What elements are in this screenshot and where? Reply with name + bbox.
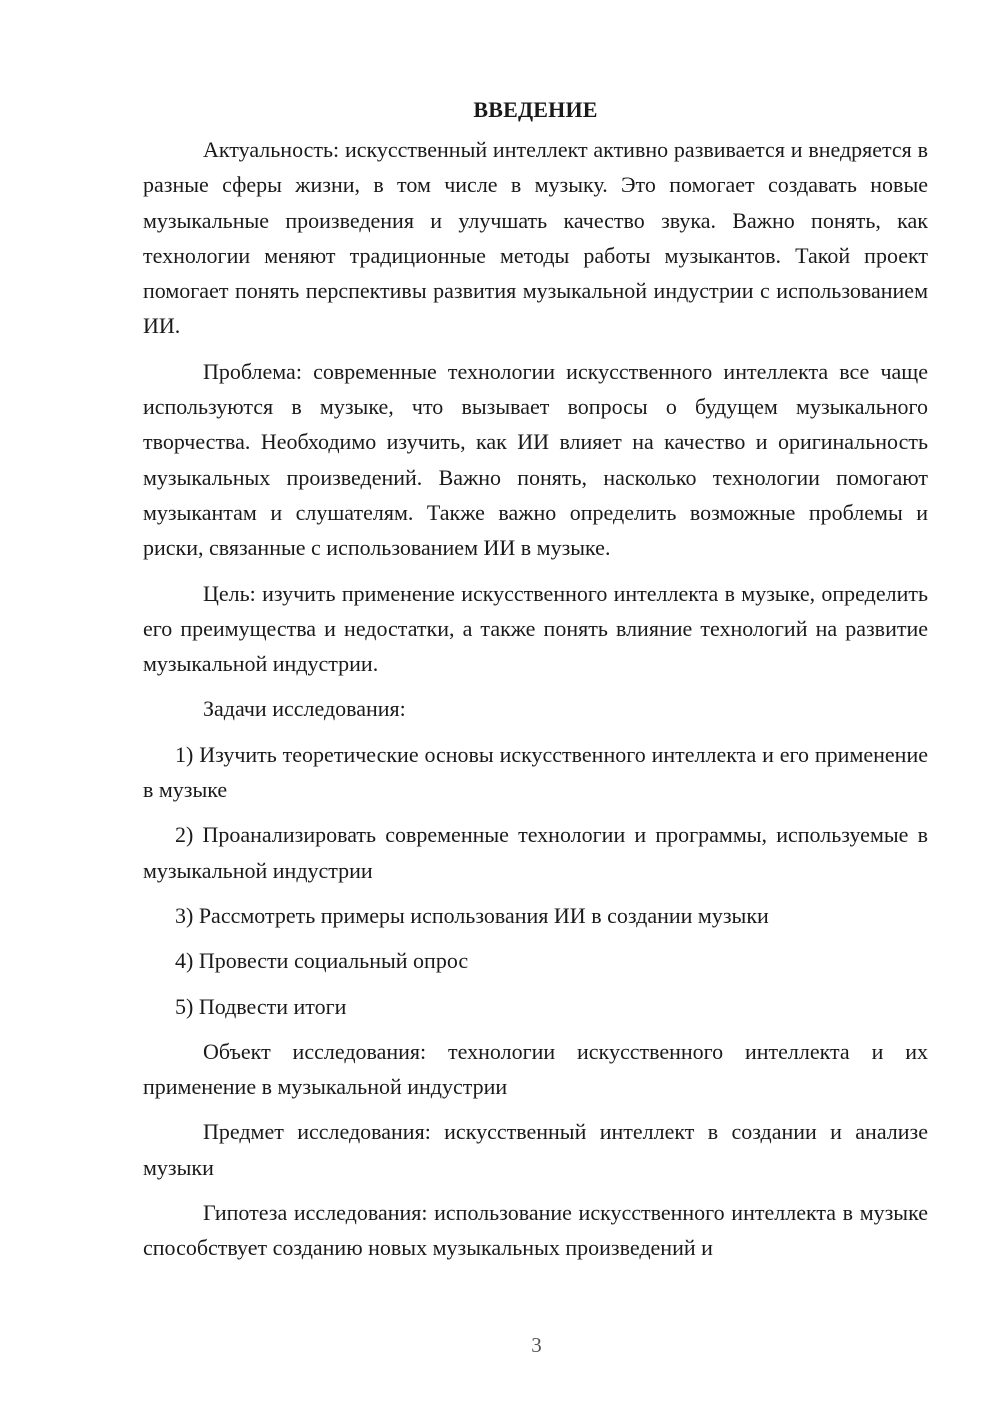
hypothesis-paragraph: Гипотеза исследования: использование искусственного интеллекта в музыке способствует созданию новых музыкальных произведений и (143, 1200, 928, 1261)
page-heading: ВВЕДЕНИЕ (473, 97, 598, 122)
task-item: 3) Рассмотреть примеры использования ИИ в создании музыки (175, 902, 769, 928)
subject-paragraph: Предмет исследования: искусственный интеллект в создании и анализе музыки (143, 1119, 928, 1180)
task-item: 2) Проанализировать современные технологии и программы, используемые в музыкальной индустрии (143, 822, 928, 883)
task-item: 5) Подвести итоги (175, 993, 347, 1019)
task-item: 1) Изучить теоретические основы искусственного интеллекта и его применение в музыке (143, 741, 928, 803)
object-paragraph: Объект исследования: технологии искусственного интеллекта и их применение в музыкальной индустрии (143, 1038, 928, 1100)
problem-paragraph: Проблема: современные технологии искусственного интеллекта все чаще используются в музыке, что вызывает вопросы о будущем музыкального творчества. Необходимо изучить, как ИИ влияет на качество и оригинальность музыкальных произведений. Важно понять, насколько технологии помогают музыкантам и слушателям. Также важно определить возможные проблемы и риски, связанные с использованием ИИ в музыке. (143, 358, 928, 561)
goal-paragraph: Цель: изучить применение искусственного интеллекта в музыке, определить его преимущества и недостатки, а также понять влияние технологий на развитие музыкальной индустрии. (143, 580, 928, 677)
page-content (143, 92, 928, 1266)
page-number: 3 (531, 1333, 542, 1357)
tasks-title: Задачи исследования: (203, 696, 406, 722)
relevance-paragraph: Актуальность: искусственный интеллект активно развивается и внедряется в разные сферы жизни, в том числе в музыку. Это помогает создавать новые музыкальные произведения и улучшать качество звука. Важно понять, как технологии меняют традиционные методы работы музыкантов. Такой проект помогает понять перспективы развития музыкальной индустрии с использованием ИИ. (143, 137, 928, 339)
task-item: 4) Провести социальный опрос (175, 948, 469, 974)
